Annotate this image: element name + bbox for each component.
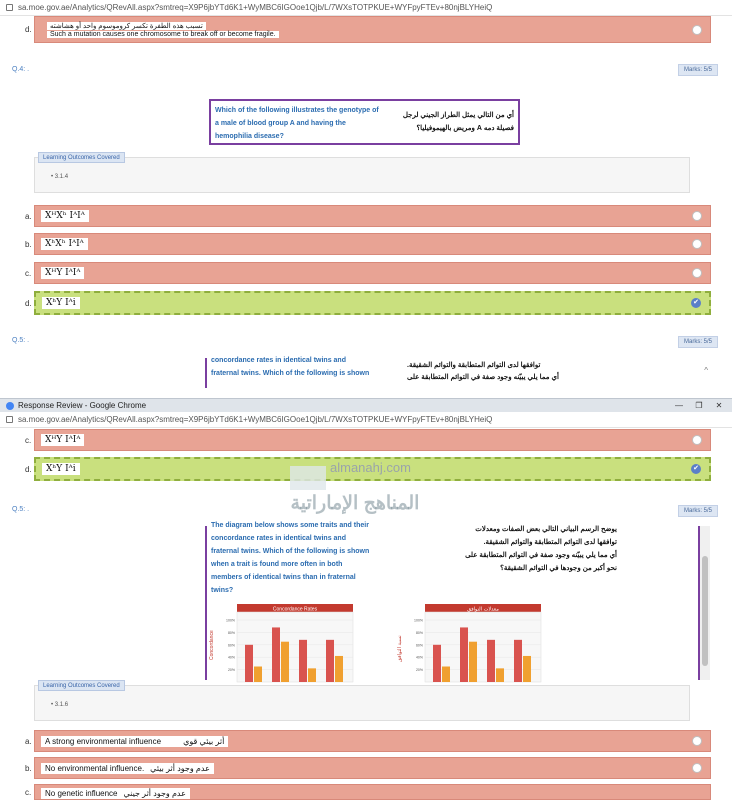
- option-a[interactable]: [25, 730, 711, 752]
- question-box-partial: [205, 358, 695, 388]
- option-c[interactable]: [25, 262, 711, 284]
- chart-bar-fraternal: [308, 668, 316, 682]
- learning-outcomes-title: Learning Outcomes Covered: [38, 152, 125, 163]
- question-english-line: when a trait is found more often in both: [211, 561, 343, 568]
- chart-bar-identical: [460, 627, 468, 682]
- chart-bar-fraternal: [496, 668, 504, 682]
- chart-ylabel: Concordance: [209, 630, 215, 660]
- option-text: XʰXʰ IᴬIᴬ: [41, 238, 88, 250]
- chart-tick-label: 60%: [227, 643, 235, 648]
- option-a[interactable]: [25, 205, 711, 227]
- option-letter: a.: [25, 211, 32, 221]
- chart-tick-label: 60%: [415, 643, 423, 648]
- question-label: Q.5: .: [12, 337, 30, 344]
- option-english: No environmental influence.: [45, 763, 145, 773]
- option-text: [41, 788, 190, 799]
- address-bar[interactable]: [0, 412, 732, 428]
- option-english: Such a mutation causes one chromosome to break off or become fragile.: [47, 31, 279, 38]
- option-english: A strong environmental influence: [45, 736, 162, 746]
- option-b[interactable]: [25, 757, 711, 779]
- chart-bar-fraternal: [254, 667, 262, 683]
- option-letter: c.: [25, 268, 32, 278]
- option-text: [41, 763, 214, 774]
- question-english: Which of the following illustrates the genotype of a male of blood group A and having the hemophilia disease?: [215, 107, 379, 140]
- chart-bar-identical: [272, 627, 280, 682]
- option-letter: b.: [25, 763, 32, 773]
- option-letter: b.: [25, 239, 32, 249]
- option-d-top[interactable]: [25, 16, 711, 43]
- lock-icon: [6, 4, 13, 11]
- watermark-url: almanahj.com: [330, 460, 411, 475]
- option-text: XʰY Iᴬi: [42, 297, 80, 309]
- question-english-line: concordance rates in identical twins and: [211, 357, 346, 364]
- chart-bar-fraternal: [335, 656, 343, 682]
- address-bar[interactable]: [0, 0, 732, 16]
- question-english-line: The diagram below shows some traits and their: [211, 522, 369, 529]
- chart-tick-label: 80%: [415, 630, 423, 635]
- scrollbar-thumb[interactable]: [702, 556, 708, 666]
- option-c[interactable]: [25, 429, 711, 451]
- chart-title: Concordance Rates: [272, 606, 318, 613]
- option-arabic: أثر بيئي قوي: [183, 736, 225, 746]
- chart-bar-fraternal: [442, 667, 450, 683]
- radio-button[interactable]: [692, 435, 702, 445]
- option-b[interactable]: [25, 233, 711, 255]
- question-label: Q.5: .: [12, 506, 30, 513]
- radio-button[interactable]: [692, 736, 702, 746]
- question-label: Q.4: .: [12, 66, 30, 73]
- url-text: sa.moe.gov.ae/Analytics/QRevAll.aspx?smtreq=X9P6jbYTd6K1+WyMBC6IGOoe1Qjb/L/7WXsTOTPKUE+WYFpyFTEv+80njBLYHeiQ: [18, 3, 493, 12]
- radio-button[interactable]: [692, 239, 702, 249]
- chart-bar-fraternal: [281, 642, 289, 682]
- question-box: [205, 522, 700, 680]
- radio-button[interactable]: [692, 211, 702, 221]
- learning-outcome-item: • 3.1.6: [51, 702, 69, 708]
- checkmark-icon: ✔: [691, 464, 701, 474]
- option-text: XʰY Iᴬi: [42, 463, 80, 475]
- chart-tick-label: 80%: [227, 630, 235, 635]
- question-english-line: fraternal twins. Which of the following is shown: [211, 548, 370, 555]
- option-letter: c.: [25, 788, 32, 797]
- question-english-line: members of identical twins than in fraternal: [211, 574, 356, 581]
- chart-tick-label: 100%: [226, 618, 235, 623]
- chart-bar-fraternal: [523, 656, 531, 682]
- option-arabic: عدم وجود أثر بيئي: [150, 763, 210, 773]
- chart-bar-identical: [514, 640, 522, 682]
- checkmark-icon: ✔: [691, 298, 701, 308]
- option-letter: d.: [25, 298, 32, 308]
- window-title-bar: [0, 398, 732, 412]
- question-english-line: fraternal twins. Which of the following is shown: [211, 370, 370, 377]
- marks-badge: Marks: 5/5: [678, 336, 718, 348]
- chart-tick-label: 100%: [414, 618, 423, 623]
- option-arabic: تسبب هذه الطفرة تكسر كروموسوم واحد أو هشاشته: [47, 22, 206, 30]
- option-english: No genetic influence: [45, 789, 118, 798]
- chart-bar-identical: [326, 640, 334, 682]
- radio-button[interactable]: [692, 763, 702, 773]
- option-text: [41, 736, 228, 747]
- option-c[interactable]: [25, 784, 711, 800]
- watermark-arabic-logo: المناهج الإماراتية: [290, 493, 420, 514]
- window-title: Response Review - Google Chrome: [18, 401, 147, 410]
- radio-button[interactable]: [692, 25, 702, 35]
- option-arabic: عدم وجود أثر جيني: [123, 789, 186, 798]
- question-arabic-line: أي مما يلي يبيّنه وجود صفة في التوائم المتطابقة على: [407, 374, 559, 381]
- url-text: sa.moe.gov.ae/Analytics/QRevAll.aspx?smtreq=X9P6jbYTd6K1+WyMBC6IGOoe1Qjb/L/7WXsTOTPKUE+WYFpyFTEv+80njBLYHeiQ: [18, 415, 493, 424]
- lock-icon: [6, 416, 13, 423]
- option-d[interactable]: [25, 291, 711, 315]
- chart-title: معدلات التوافق: [467, 606, 499, 613]
- chart-bar-identical: [245, 645, 253, 682]
- scroll-up-arrow-icon[interactable]: ^: [704, 366, 708, 375]
- radio-button[interactable]: [692, 268, 702, 278]
- question-box: [209, 99, 520, 145]
- chart-tick-label: 20%: [415, 668, 423, 673]
- chart-bar-identical: [487, 640, 495, 682]
- chart-bar-fraternal: [469, 642, 477, 682]
- watermark-logo: [290, 458, 411, 490]
- learning-outcomes-title: Learning Outcomes Covered: [38, 680, 125, 691]
- question-arabic-line: نحو أكبر من وجودها في التوائم الشقيقة؟: [500, 565, 617, 572]
- minimize-icon[interactable]: —: [675, 401, 683, 410]
- maximize-icon[interactable]: ❐: [695, 401, 703, 410]
- option-letter: d.: [25, 25, 32, 34]
- question-arabic: أي من التالي يمثل الطراز الجيني لرجل فصيلة دمه A ومريض بالهيموفيليا؟: [402, 112, 514, 132]
- marks-badge: Marks: 5/5: [678, 505, 718, 517]
- learning-outcomes-panel: [34, 157, 690, 193]
- chart-bar-identical: [433, 645, 441, 682]
- question-arabic-line: توافقها لدى التوائم المتطابقة والتوائم الشقيقة.: [483, 539, 617, 546]
- chart-tick-label: 40%: [415, 655, 423, 660]
- chart-ylabel: نسبة التوافق: [397, 635, 403, 662]
- option-text: XᴴY IᴬIᴬ: [41, 267, 84, 279]
- learning-outcomes-panel: [34, 685, 690, 721]
- learning-outcome-item: • 3.1.4: [51, 174, 69, 180]
- option-letter: a.: [25, 736, 32, 746]
- chart-bar-identical: [299, 640, 307, 682]
- chrome-icon: [6, 402, 14, 410]
- question-arabic-line: أي مما يلي يبيّنه وجود صفة في التوائم المتطابقة على: [465, 552, 617, 559]
- watermark-graphic: [290, 466, 326, 490]
- close-icon[interactable]: ✕: [715, 401, 723, 410]
- chart-tick-label: 40%: [227, 655, 235, 660]
- question-english-line: twins?: [211, 587, 234, 594]
- question-arabic-line: توافقها لدى التوائم المتطابقة والتوائم الشقيقة.: [407, 362, 541, 369]
- marks-badge: Marks: 5/5: [678, 64, 718, 76]
- concordance-chart-english: [207, 602, 357, 682]
- option-letter: c.: [25, 435, 32, 445]
- option-text: XᴴXʰ IᴬIᴬ: [41, 210, 89, 222]
- scrollbar[interactable]: [700, 526, 710, 680]
- option-text: XᴴY IᴬIᴬ: [41, 434, 84, 446]
- question-english-line: concordance rates in identical twins and: [211, 535, 346, 542]
- concordance-chart-arabic: [395, 602, 545, 682]
- option-letter: d.: [25, 464, 32, 474]
- chart-tick-label: 20%: [227, 668, 235, 673]
- question-arabic-line: يوضح الرسم البياني التالي بعض الصفات ومعدلات: [475, 526, 617, 533]
